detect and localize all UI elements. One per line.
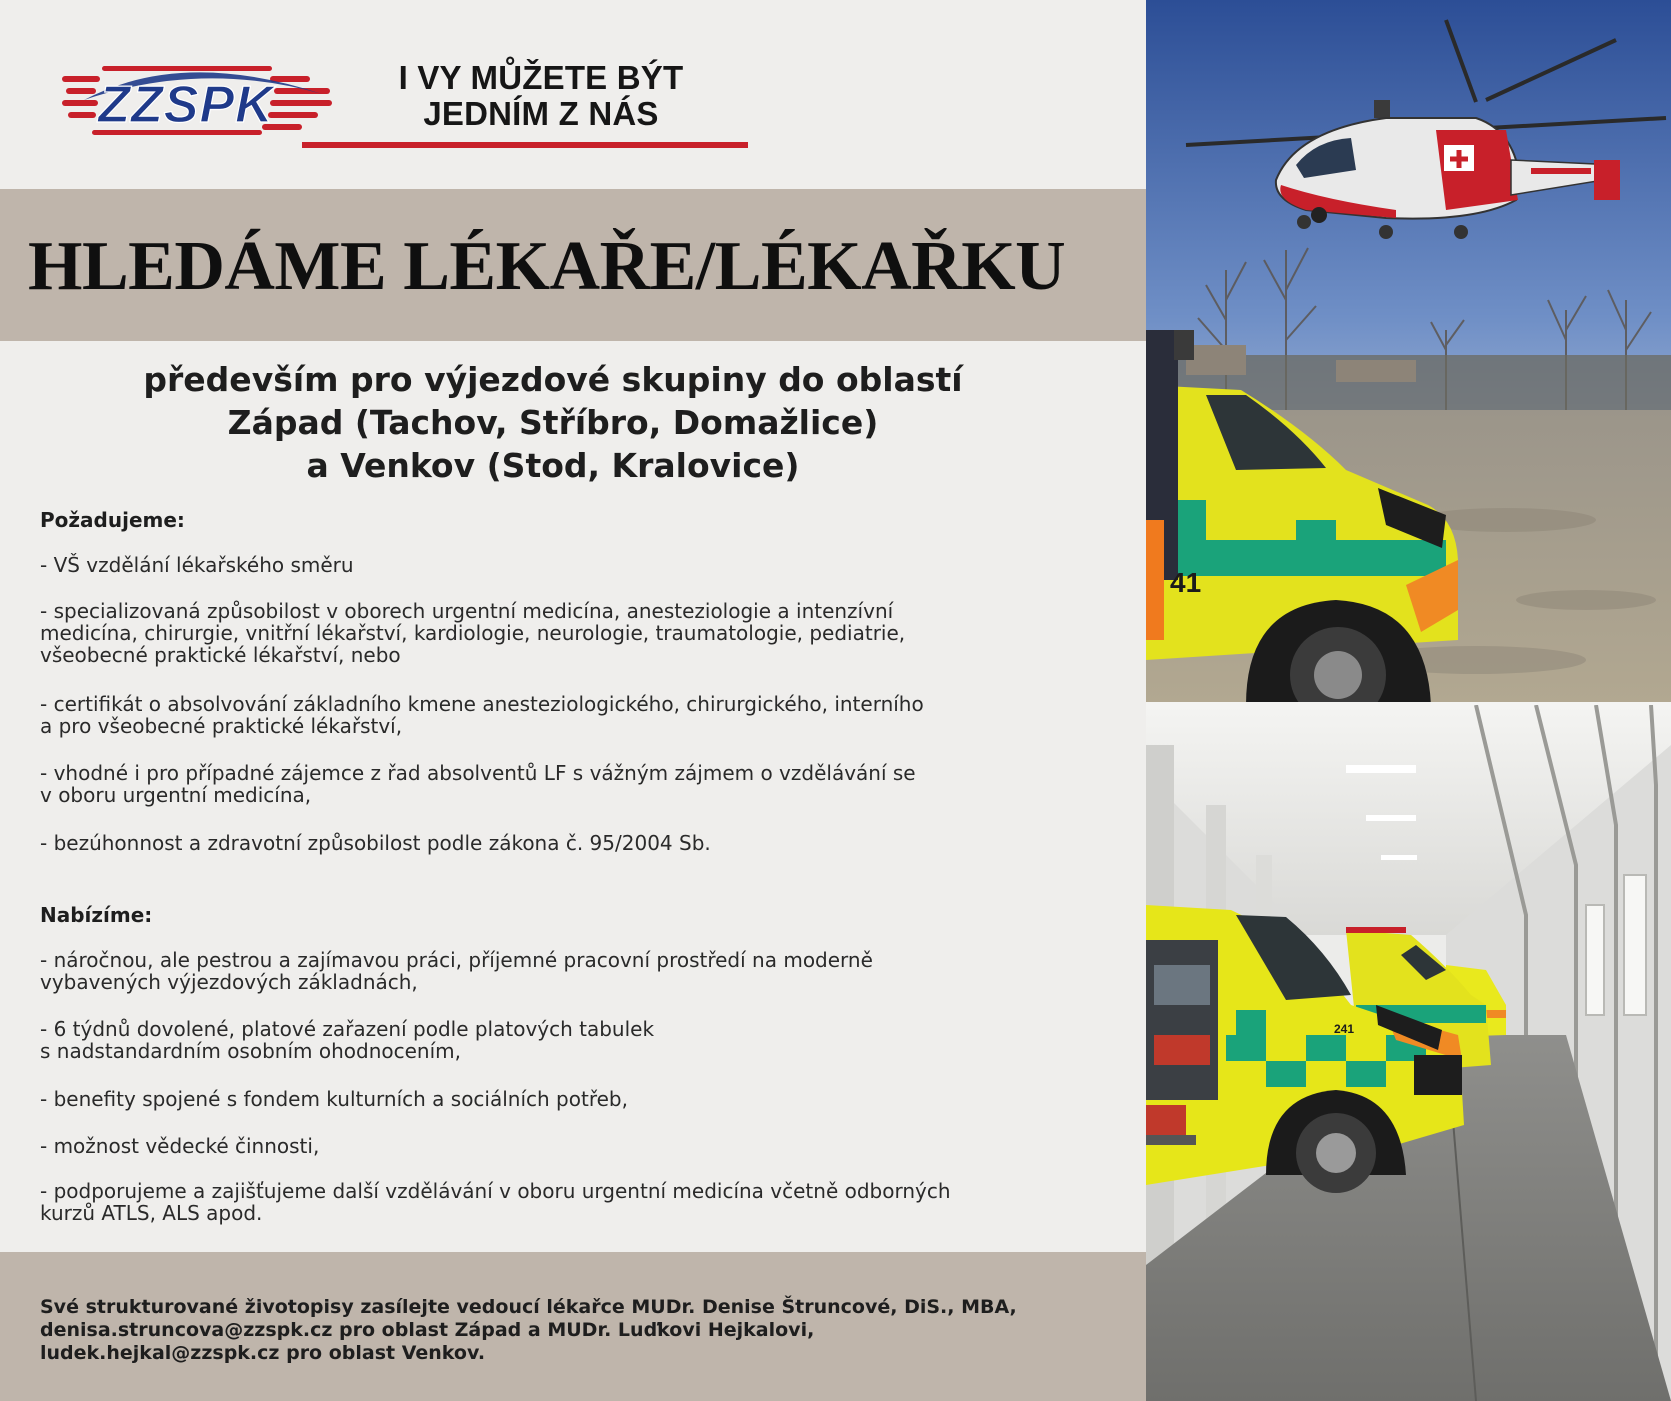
offer-item bbox=[40, 949, 1120, 993]
requirement-item bbox=[40, 600, 1120, 666]
offer-line: - možnost vědecké činnosti, bbox=[40, 1134, 320, 1158]
vehicle-number-top: 41 bbox=[1170, 567, 1202, 598]
offer-line: - náročnou, ale pestrou a zajímavou práci, příjemné pracovní prostředí na moderně bbox=[40, 948, 873, 972]
requirement-line: - VŠ vzdělání lékařského směru bbox=[40, 553, 354, 577]
requirement-item bbox=[40, 693, 1120, 737]
requirement-line: v oboru urgentní medicína, bbox=[40, 783, 312, 807]
requirement-item bbox=[40, 832, 1120, 854]
offer-item bbox=[40, 1135, 1120, 1157]
requirement-item bbox=[40, 554, 1120, 576]
subtitle-line-3: a Venkov (Stod, Kralovice) bbox=[306, 446, 800, 485]
offer-line: s nadstandardním osobním ohodnocením, bbox=[40, 1039, 461, 1063]
title-band bbox=[0, 189, 1146, 341]
requirement-line: všeobecné praktické lékařství, nebo bbox=[40, 643, 401, 667]
tagline-line-2: JEDNÍM Z NÁS bbox=[423, 95, 659, 132]
subtitle-line-2: Západ (Tachov, Stříbro, Domažlice) bbox=[227, 403, 879, 442]
requirement-item bbox=[40, 762, 1120, 806]
tagline-line-1: I VY MŮŽETE BÝT bbox=[398, 59, 684, 96]
requirement-line: - certifikát o absolvování základního kmene anesteziologického, chirurgického, interního bbox=[40, 692, 924, 716]
offer-line: - 6 týdnů dovolené, platové zařazení podle platových tabulek bbox=[40, 1017, 655, 1041]
helicopter-ambulance-photo bbox=[1146, 0, 1671, 705]
offer-line: - podporujeme a zajišťujeme další vzdělávání v oboru urgentní medicína včetně odborných bbox=[40, 1179, 951, 1203]
page-title: HLEDÁME LÉKAŘE/LÉKAŘKU bbox=[28, 228, 1066, 305]
vehicle-number-bottom: 241 bbox=[1334, 1022, 1355, 1036]
requirement-line: a pro všeobecné praktické lékařství, bbox=[40, 714, 403, 738]
requirement-line: medicína, chirurgie, vnitřní lékařství, kardiologie, neurologie, traumatologie, pediatrie, bbox=[40, 621, 906, 645]
offer-line: - benefity spojené s fondem kulturních a sociálních potřeb, bbox=[40, 1087, 628, 1111]
tagline bbox=[336, 60, 746, 132]
logo-text: ZZSPK bbox=[98, 76, 274, 134]
offer-item bbox=[40, 1088, 1120, 1110]
ambulance-garage-photo bbox=[1146, 705, 1671, 1401]
offer-line: vybavených výjezdových základnách, bbox=[40, 970, 418, 994]
requirement-line: - bezúhonnost a zdravotní způsobilost podle zákona č. 95/2004 Sb. bbox=[40, 831, 711, 855]
contact-line-2: denisa.struncova@zzspk.cz pro oblast Západ a MUDr. Luďkovi Hejkalovi, bbox=[40, 1319, 815, 1341]
contact-band bbox=[0, 1252, 1146, 1401]
requirement-line: - vhodné i pro případné zájemce z řad absolventů LF s vážným zájmem o vzdělávání se bbox=[40, 761, 916, 785]
requirement-line: - specializovaná způsobilost v oborech urgentní medicína, anesteziologie a intenzívní bbox=[40, 599, 894, 623]
requirements-heading: Požadujeme: bbox=[40, 508, 185, 532]
offer-item bbox=[40, 1018, 1120, 1062]
offers-heading: Nabízíme: bbox=[40, 903, 153, 927]
tagline-underline bbox=[302, 142, 748, 148]
contact-line-1: Své strukturované životopisy zasílejte vedoucí lékařce MUDr. Denise Štruncové, DiS., MBA, bbox=[40, 1296, 1017, 1318]
subtitle bbox=[0, 358, 1146, 487]
contact-text bbox=[40, 1296, 1120, 1365]
contact-line-3: ludek.hejkal@zzspk.cz pro oblast Venkov. bbox=[40, 1342, 486, 1364]
subtitle-line-1: především pro výjezdové skupiny do oblastí bbox=[143, 360, 963, 399]
zzspk-logo bbox=[62, 54, 342, 146]
offer-item bbox=[40, 1180, 1120, 1224]
offer-line: kurzů ATLS, ALS apod. bbox=[40, 1201, 263, 1225]
